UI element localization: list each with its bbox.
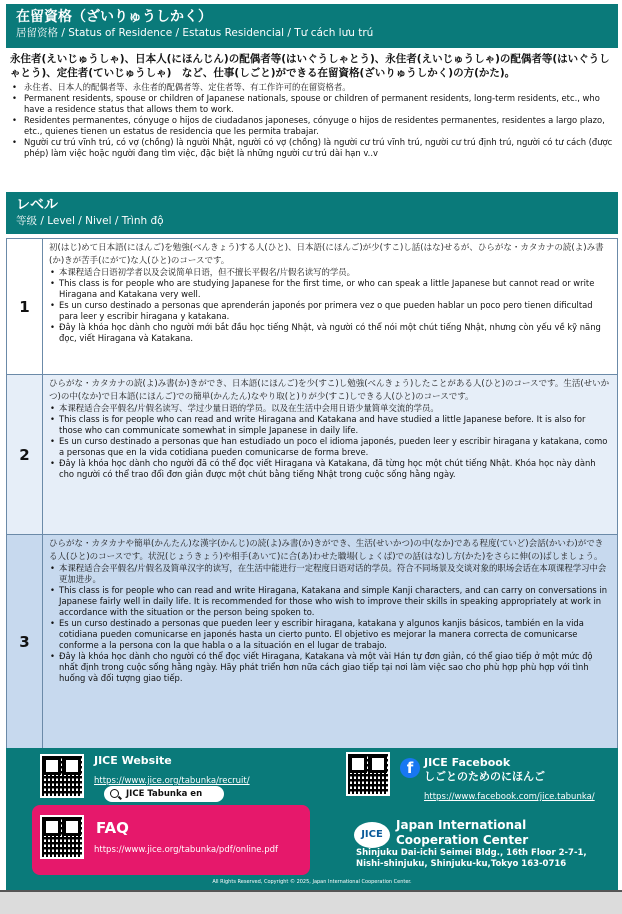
website-title: JICE Website [94,754,172,767]
level-bullet-en: • This class is for people who can read and write Hiragana and Katakana and have studied a little Japanese before. It is also for those who can communicate somewhat in simple Japanese in daily life. [49,414,611,436]
facebook-title: JICE Facebook [424,756,511,769]
level-row [7,239,617,375]
facebook-qr-code[interactable] [346,752,390,796]
level-description [43,239,617,374]
level-bullet-en: • This class is for people who can read and write Hiragana, Katakana and simple Kanji characters, and can carry on conversations in Japanese fairly well in daily life. It is recommended for those who wish to improve their skills in speaking appropriately at work in accordance with the situation or the person being spoken to. [49,585,611,618]
facebook-icon[interactable]: f [400,758,420,778]
level-bullets [49,267,611,344]
organization-name-line-2: Cooperation Center [396,833,529,847]
level-bullet-es: • Es un curso destinado a personas que pueden leer y escribir hiragana, katakana y algunos kanjis básicos, también en la vida cotidiana pueden comunicarse en japonés hasta un cierto punto. El objetivo es mejorar la manera correcta de comunicarse conforme a la persona con la que habla o a la situación en el lugar de trabajo. [49,618,611,651]
residence-title: 在留資格（ざいりゅうしかく） [16,9,212,25]
website-block [94,754,250,787]
level-bullets [49,403,611,480]
level-number: 1 [7,239,43,374]
organization-name-line-1: Japan International [396,818,527,832]
residence-bullet-zh: • 永住者、日本人的配偶者等、永住者的配偶者等、定住者等、有工作许可的在留资格者。 [10,82,614,93]
search-label: JICE Tabunka en [126,789,203,799]
residence-lead: 永住者(えいじゅうしゃ)、日本人(にほんじん)の配偶者等(はいぐうしゃとう)、永住者(えいじゅうしゃ)の配偶者等(はいぐうしゃとう)、定住者(ていじゅうしゃ) など、仕事(しごと)ができる在留資格(ざいりゅうしかく)の方(かた)。 [10,53,610,79]
organization-address [356,848,587,870]
residence-section [10,52,614,159]
level-bullet-zh: • 本课程适合会平假名/片假名及简单汉字的读写，在生活中能进行一定程度日语对话的学员。符合不同场景及交谈对象的职场会话在本项课程学习中会更加进步。 [49,563,611,585]
residence-list [10,82,614,159]
level-jp-text: 初(はじ)めて日本語(にほんご)を勉強(べんきょう)する人(ひと)、日本語(にほんご)が少(すこ)し話(はな)せるが、ひらがな・カタカナの読(よ)み書(か)きが苦手(にがて)な人(ひと)のコースです。 [49,243,604,266]
level-bullet-zh: • 本课程适合日语初学者以及会说简单日语，但不擅长平假名/片假名读写的学员。 [49,267,611,278]
level-bullet-es: • Es un curso destinado a personas que han estudiado un poco el idioma japonés, pueden leer y escribir hiragana y katakana, como a personas que en la vida cotidiana pueden comunicarse de forma breve. [49,436,611,458]
website-qr-code[interactable] [40,754,84,798]
address-line-2: Nishi-shinjuku, Shinjuku-ku,Tokyo 163-0716 [356,859,567,869]
level-header [6,192,618,234]
search-icon [110,789,119,798]
copyright: All Rights Reserved, Copyright © 2025, Japan International Cooperation Center. [212,879,412,885]
level-bullets [49,563,611,684]
level-bullet-es: • Es un curso destinado a personas que aprenderán japonés por primera vez o que pueden hablar un poco pero tienen dificultad para leer y escribir hiragana y katakana. [49,300,611,322]
level-row [7,375,617,535]
address-line-1: Shinjuku Dai-ichi Seimei Bldg., 16th Floor 2-7-1, [356,848,587,858]
residence-header [6,4,618,48]
residence-subtitle: 居留资格 / Status of Residence / Estatus Residencial / Tư cách lưu trú [16,27,374,39]
faq-box[interactable] [32,805,310,875]
level-bullet-en: • This class is for people who are studying Japanese for the first time, or who can speak a little Japanese but cannot read or write Hiragana and Katakana very well. [49,278,611,300]
faq-qr-code[interactable] [40,815,84,859]
residence-bullet-vi: • Người cư trú vĩnh trú, có vợ (chồng) là người Nhật, người có vợ (chồng) là người cư trú vĩnh trú, người cư trú định trú, người có tư cách (được phép) làm việc hoặc người đang tìm việc, đặc biệt là những người cư trú dài hạn v..v [10,137,614,159]
levels-table [6,238,618,748]
level-description [43,375,617,534]
residence-bullet-en: • Permanent residents, spouse or children of Japanese nationals, spouse or children of permanent residents, long-term residents, etc., who have a residence status that allows them to work. [10,93,614,115]
jice-logo: JICE [354,822,390,848]
organization-name [396,818,528,848]
footer [6,748,618,890]
facebook-block [424,756,595,803]
level-title: レベル [16,197,58,213]
faq-title: FAQ [96,819,129,837]
level-subtitle: 等级 / Level / Nivel / Trình độ [16,215,164,227]
level-bullet-vi: • Đây là khóa học dành cho người đã có thể đọc viết Hiragana và Katakana, đã từng học một chút tiếng Nhật. Khóa học này dành cho người có thể trao đổi đơn giản được một chút bằng tiếng Nhật trong cuộc sống hằng ngày. [49,458,611,480]
level-number: 2 [7,375,43,534]
viewer-bottom-bar [0,890,622,914]
website-link[interactable]: https://www.jice.org/tabunka/recruit/ [94,776,250,786]
level-bullet-vi: • Đây là khóa học dành cho người mới bắt đầu học tiếng Nhật, và người có thể nói một chút tiếng Nhật, nhưng còn yếu về kỹ năng đọc, viết Hiragana và Katakana. [49,322,611,344]
facebook-subtitle: しごとのためのにほんご [424,770,545,783]
level-description [43,535,617,749]
level-jp-text: ひらがな・カタカナや簡単(かんたん)な漢字(かんじ)の読(よ)み書(か)きができ、生活(せいかつ)の中(なか)である程度(ていど)会話(かいわ)ができる人(ひと)のコースです。状況(じょうきょう)や相手(あいて)に合(あ)わせた職場(しょくば)での話(はな)し方(かた)をさらに伸(の)ばしましょう。 [49,539,604,562]
facebook-link[interactable]: https://www.facebook.com/jice.tabunka/ [424,792,595,802]
level-row [7,535,617,749]
residence-bullet-es: • Residentes permanentes, cónyuge o hijos de ciudadanos japoneses, cónyuge o hijos de residentes permanentes, residentes a largo plazo, etc., quienes tienen un estatus de residencia que les permita trabajar. [10,115,614,137]
level-number: 3 [7,535,43,749]
level-bullet-vi: • Đây là khóa học dành cho người có thể đọc viết Hiragana, Katakana và một vài Hán tự đơn giản, có thể giao tiếp ở một mức độ nhất định trong cuộc sống hằng ngày. Hãy phát triển hơn nữa cách giao tiếp tại nơi làm việc sao cho phù hợp phù hợp với tình huống và đối tượng giao tiếp. [49,651,611,684]
faq-link[interactable]: https://www.jice.org/tabunka/pdf/online.pdf [94,845,278,855]
level-jp-text: ひらがな・カタカナの読(よ)み書(か)きができ、日本語(にほんご)を少(すこ)し勉強(べんきょう)したことがある人(ひと)のコースです。生活(せいかつ)の中(なか)で日本語(にほんご)での簡単(かんたん)なやり取(と)りが少(すこ)しできる人(ひと)のコースです。 [49,379,610,402]
search-box[interactable] [104,786,224,802]
level-bullet-zh: • 本课程适合会平假名/片假名读写、学过少量日语的学员。以及在生活中会用日语少量简单交流的学员。 [49,403,611,414]
